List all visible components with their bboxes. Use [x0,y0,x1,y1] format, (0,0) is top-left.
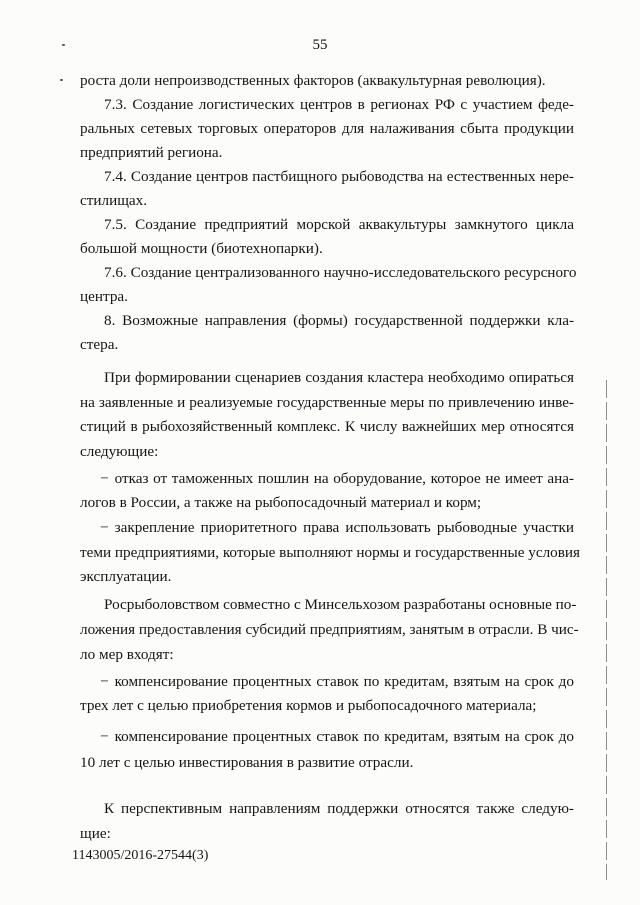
text-line: 10 лет с целью инвестирования в развитие отрасли. [80,754,414,771]
text-line: логов в России, а также на рыбопосадочный материал и корм; [80,494,482,511]
text-line: При формировании сценариев создания кластера необходимо опираться [104,369,574,386]
text-line: стиций в рыбохозяйственный комплекс. К числу важнейших мер относятся [80,418,574,435]
text-line: 7.4. Создание центров пастбищного рыбоводства на естественных нере- [104,168,574,185]
text-line: большой мощности (биотехнопарки). [80,240,323,257]
text-line [100,728,574,746]
text-line: 8. Возможные направления (формы) государственной поддержки кла- [104,312,574,329]
text-line: Росрыболовством совместно с Минсельхозом разработаны основные по- [104,596,577,613]
text-line: ло мер входят: [80,646,174,663]
text-line: стера. [80,336,119,353]
list-dash: − [100,519,109,536]
line-text: компенсирование процентных ставок по кредитам, взятым на срок до [114,673,574,690]
text-line: ральных сетевых торговых операторов для налаживания сбыта продукции [80,120,574,137]
text-line: эксплуатации. [80,568,172,585]
line-text: компенсирование процентных ставок по кредитам, взятым на срок до [114,728,574,745]
text-line: ложения предоставления субсидий предприятиям, занятым в отрасли. В чис- [80,621,579,638]
list-dash: − [100,470,109,487]
text-line: 7.3. Создание логистических центров в регионах РФ с участием феде- [104,96,574,113]
text-line [100,673,574,691]
text-line: стилищах. [80,192,148,209]
text-line: следующие: [80,442,159,460]
text-line: предприятий региона. [80,144,223,161]
text-line: 7.5. Создание предприятий морской аквакультуры замкнутого цикла [104,216,574,233]
text-line: 7.6. Создание централизованного научно-исследовательского ресурсного [104,264,577,281]
text-line [100,519,574,537]
text-line [100,470,574,488]
scan-speck [62,44,65,46]
line-text: отказ от таможенных пошлин на оборудование, которое не имеет ана- [114,470,574,487]
scan-speck [60,79,63,81]
text-line: К перспективным направлениям поддержки относятся также следую- [104,800,574,817]
text-line: теми предприятиями, которые выполняют нормы и государственные условия [80,543,581,561]
text-line: щие: [80,825,111,842]
page-number: 55 [312,37,328,53]
text-line: роста доли непроизводственных факторов (аквакультурная революция). [80,72,546,89]
text-line: центра. [80,288,128,305]
text-line: трех лет с целью приобретения кормов и рыбопосадочного материала; [80,697,537,714]
scan-edge-mark [606,380,607,880]
list-dash: − [100,673,109,690]
list-dash: − [100,728,109,745]
line-text: закрепление приоритетного права использовать рыбоводные участки [114,519,574,536]
text-line: на заявленные и реализуемые государственные меры по привлечению инве- [80,393,574,411]
document-code: 1143005/2016-27544(3) [72,848,209,863]
